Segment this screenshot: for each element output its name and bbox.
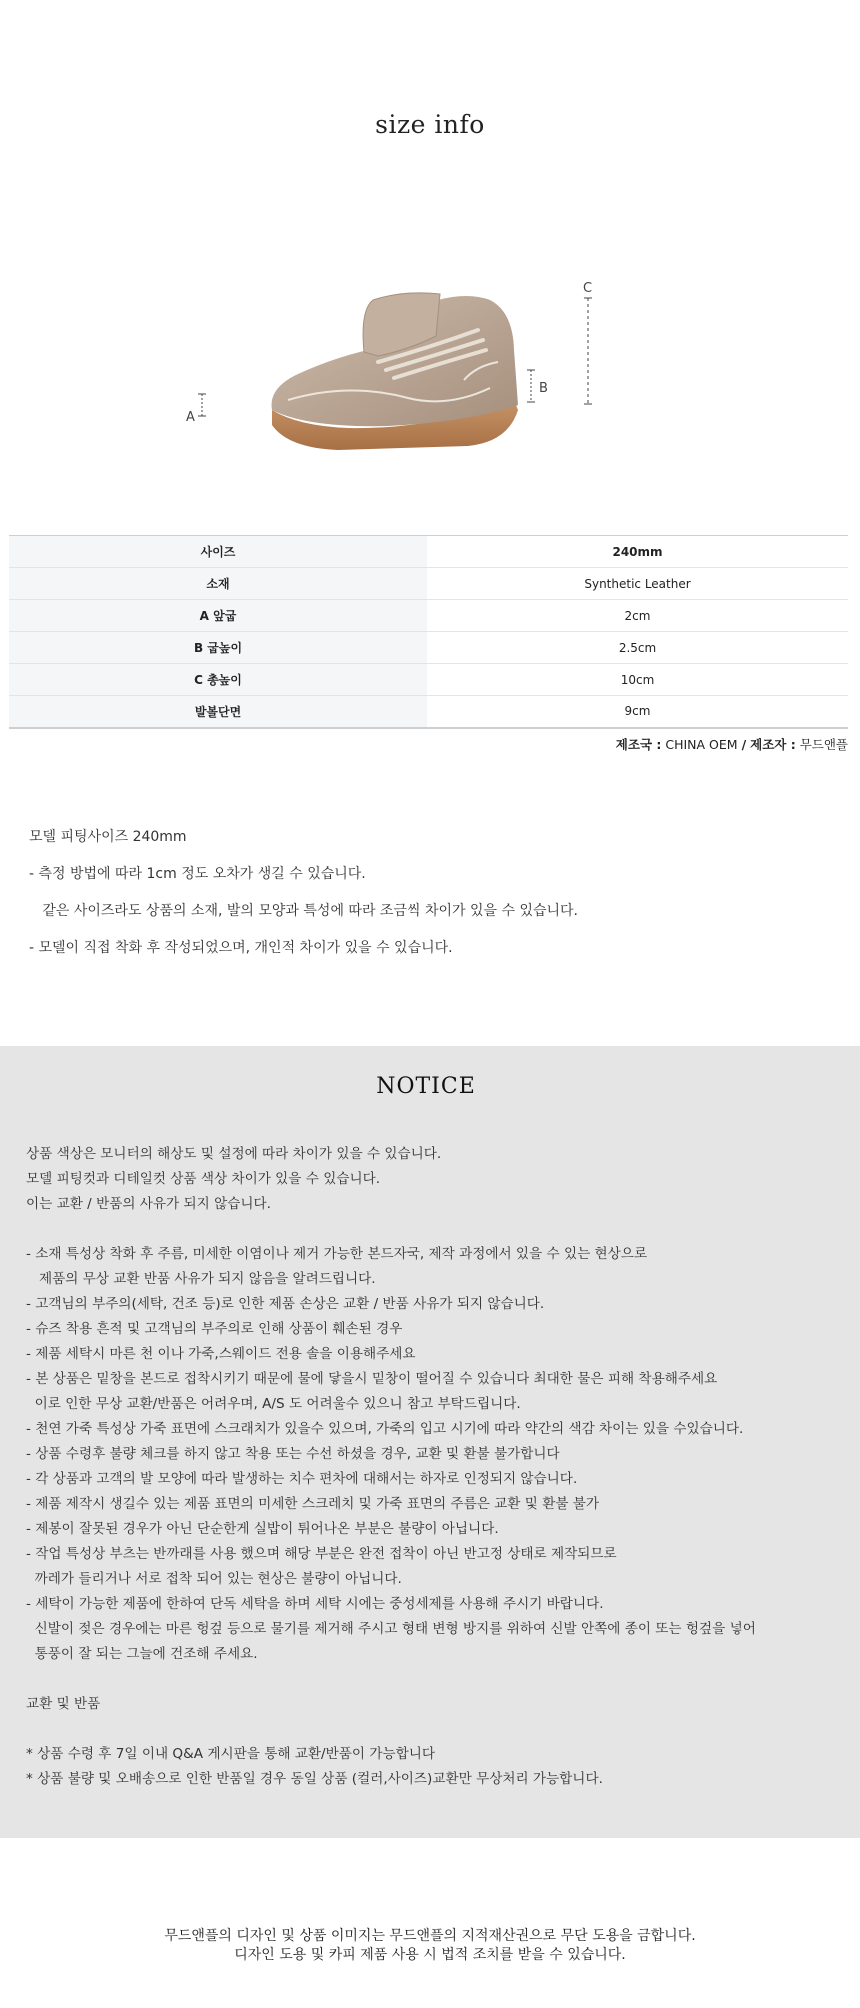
table-value: 2cm [624,608,651,623]
maker-value: 무드앤플 [799,737,848,752]
table-value: 240mm [612,544,663,559]
notice-line: - 슈즈 착용 흔적 및 고객님의 부주의로 인해 상품이 훼손된 경우 [26,1321,403,1337]
notice-spacer [26,1667,756,1692]
fitting-note-line: - 모델이 직접 착화 후 작성되었으며, 개인적 차이가 있을 수 있습니다. [29,940,453,956]
copyright-notice [0,1927,860,1965]
table-row [9,664,848,696]
notice-line: 교환 및 반품 [26,1696,101,1712]
notice-line: - 천연 가죽 특성상 가죽 표면에 스크래치가 있을수 있으며, 가죽의 입고 시기에 따라 약간의 색감 차이는 있을 수있습니다. [26,1421,744,1437]
table-value: 10cm [620,672,655,687]
maker-separator: / [741,737,747,752]
table-row [9,632,848,664]
table-label: 발볼단면 [9,696,427,728]
notice-line: 이는 교환 / 반품의 사유가 되지 않습니다. [26,1196,271,1212]
notice-spacer [26,1717,756,1742]
shoe-size-diagram [186,270,608,470]
notice-line: - 제품 세탁시 마른 천 이나 가죽,스웨이드 전용 솔을 이용해주세요 [26,1346,416,1362]
table-value: 9cm [624,704,651,719]
notice-line: - 본 상품은 밑창을 본드로 접착시키기 때문에 물에 닿을시 밑창이 떨어질 수 있습니다 최대한 물은 피해 착용해주세요 [26,1371,718,1387]
page-title: size info [375,110,485,139]
notice-line: - 제품 제작시 생길수 있는 제품 표면의 미세한 스크레치 및 가죽 표면의 주름은 교환 및 환불 불가 [26,1496,600,1512]
notice-line: 신발이 젖은 경우에는 마른 헝겊 등으로 물기를 제거해 주시고 형태 변형 방지를 위하여 신발 안쪽에 종이 또는 헝겊을 넣어 [26,1621,756,1637]
notice-line: * 상품 불량 및 오배송으로 인한 반품일 경우 동일 상품 (컬러,사이즈)교환만 무상처리 가능합니다. [26,1771,603,1787]
notice-line: * 상품 수령 후 7일 이내 Q&A 게시판을 통해 교환/반품이 가능합니다 [26,1746,435,1762]
manufacturer-info [616,735,848,753]
fitting-note-line: - 측정 방법에 따라 1cm 정도 오차가 생길 수 있습니다. [29,866,366,882]
notice-line: - 상품 수령후 불량 체크를 하지 않고 착용 또는 수선 하셨을 경우, 교환 및 환불 불가합니다 [26,1446,560,1462]
dimension-a-label: A [186,410,195,425]
size-table [9,535,848,729]
notice-line: 모델 피팅컷과 디테일컷 상품 색상 차이가 있을 수 있습니다. [26,1171,381,1187]
shoe-illustration [186,270,608,470]
table-row [9,568,848,600]
dimension-c-label: C [583,281,593,296]
notice-title: NOTICE [376,1074,476,1099]
table-value: 2.5cm [618,640,657,655]
maker-label: 제조자 : [750,737,796,752]
notice-line: 통풍이 잘 되는 그늘에 건조해 주세요. [26,1646,258,1662]
notice-line: 상품 색상은 모니터의 해상도 및 설정에 따라 차이가 있을 수 있습니다. [26,1146,442,1162]
notice-line: 제품의 무상 교환 반품 사유가 되지 않음을 알려드립니다. [26,1271,376,1287]
notice-spacer [26,1217,756,1242]
table-row [9,696,848,728]
table-value: Synthetic Leather [584,576,691,591]
copyright-line: 디자인 도용 및 카피 제품 사용 시 법적 조치를 받을 수 있습니다. [234,1947,626,1963]
table-row [9,600,848,632]
fitting-note-line: 같은 사이즈라도 상품의 소재, 발의 모양과 특성에 따라 조금씩 차이가 있을 수 있습니다. [29,903,578,919]
notice-line: 이로 인한 무상 교환/반품은 어려우며, A/S 도 어려울수 있으니 참고 부탁드립니다. [26,1396,521,1412]
country-value: CHINA OEM [665,737,738,752]
table-label: 사이즈 [9,536,427,568]
notice-line: - 각 상품과 고객의 발 모양에 따라 발생하는 치수 편차에 대해서는 하자로 인정되지 않습니다. [26,1471,578,1487]
notice-list [26,1142,756,1792]
table-label: C 총높이 [9,664,427,696]
notice-line: - 제봉이 잘못된 경우가 아닌 단순한게 실밥이 튀어나온 부분은 불량이 아닙니다. [26,1521,499,1537]
country-label: 제조국 : [615,737,662,752]
notice-line: 까레가 들리거나 서로 접착 되어 있는 현상은 불량이 아닙니다. [26,1571,402,1587]
table-label: B 굽높이 [9,632,427,664]
table-row [9,536,848,568]
notice-line: - 세탁이 가능한 제품에 한하여 단독 세탁을 하며 세탁 시에는 중성세제를 사용해 주시기 바랍니다. [26,1596,604,1612]
notice-line: - 소재 특성상 착화 후 주름, 미세한 이염이나 제거 가능한 본드자국, 제작 과정에서 있을 수 있는 현상으로 [26,1246,648,1262]
table-label: 소재 [9,568,427,600]
dimension-b-label: B [539,381,548,396]
copyright-line: 무드앤플의 디자인 및 상품 이미지는 무드앤플의 지적재산권으로 무단 도용을 금합니다. [164,1928,696,1944]
table-label: A 앞굽 [9,600,427,632]
notice-line: - 고객님의 부주의(세탁, 건조 등)로 인한 제품 손상은 교환 / 반품 사유가 되지 않습니다. [26,1296,545,1312]
fitting-size-line: 모델 피팅사이즈 240mm [29,829,187,845]
notice-line: - 작업 특성상 부츠는 반까래를 사용 했으며 해당 부분은 완전 접착이 아닌 반고정 상태로 제작되므로 [26,1546,617,1562]
